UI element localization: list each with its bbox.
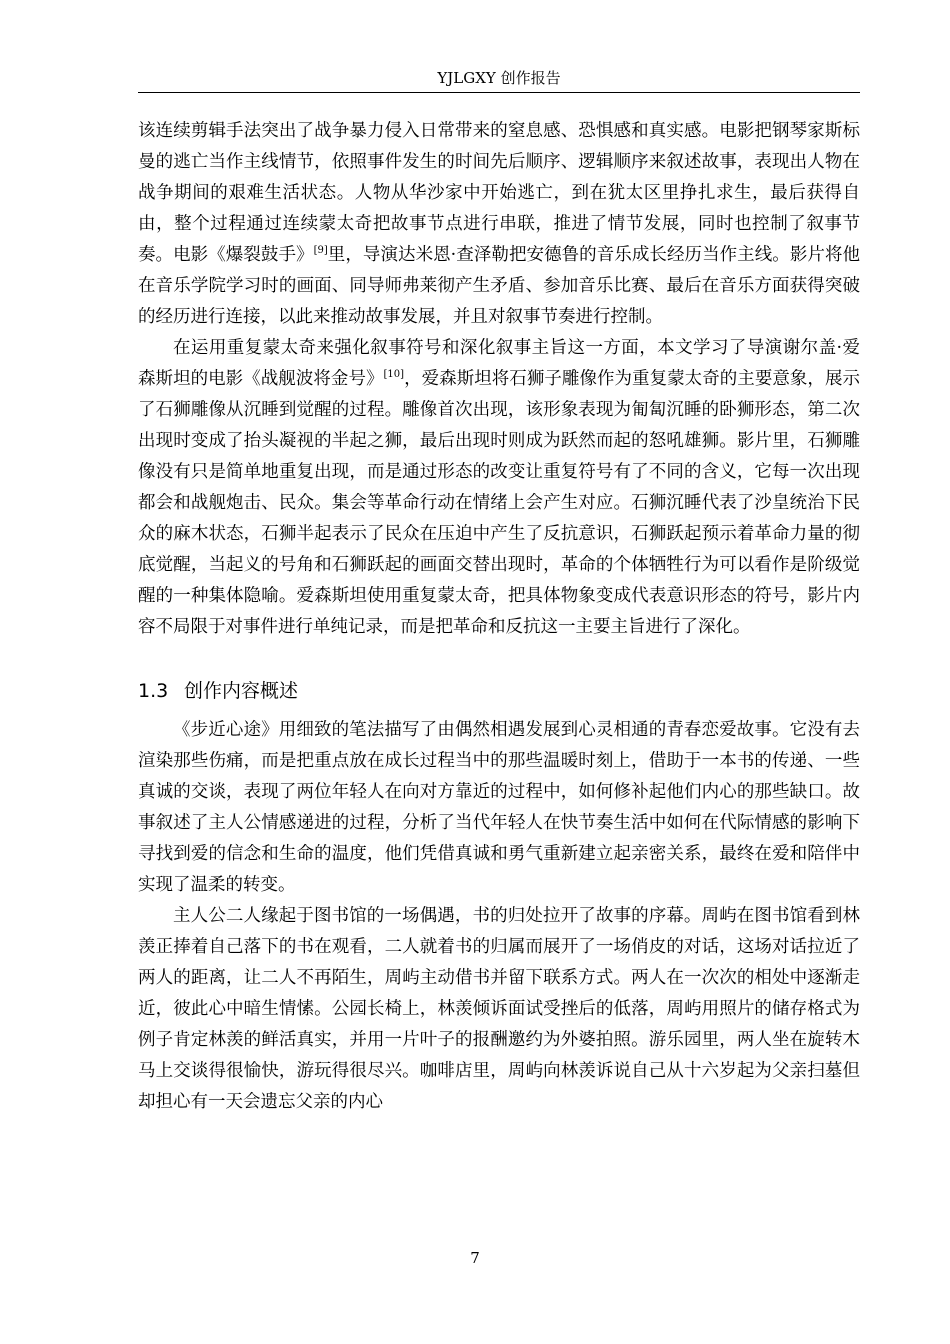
section-number: 1.3 <box>138 680 169 702</box>
page-number: 7 <box>470 1249 480 1267</box>
paragraph-content-overview: 《步近心途》用细致的笔法描写了由偶然相遇发展到心灵相通的青春恋爱故事。它没有去渲染那些伤痛，而是把重点放在成长过程当中的那些温暖时刻上，借助于一本书的传递、一些真诚的交谈，表现了两位年轻人在向对方靠近的过程中，如何修补起他们内心的那些缺口。故事叙述了主人公情感递进的过程，分析了当代年轻人在快节奏生活中如何在代际情感的影响下寻找到爱的信念和生命的温度，他们凭借真诚和勇气重新建立起亲密关系，最终在爱和陪伴中实现了温柔的转变。 <box>138 720 860 895</box>
section-title: 创作内容概述 <box>184 680 299 702</box>
citation-ref: [10] <box>383 369 405 381</box>
paragraph-story-summary: 主人公二人缘起于图书馆的一场偶遇，书的归处拉开了故事的序幕。周屿在图书馆看到林羡正捧着自己落下的书在观看，二人就着书的归属而展开了一场俏皮的对话，这场对话拉近了两人的距离，让二人不再陌生，周屿主动借书并留下联系方式。两人在一次次的相处中逐渐走近，彼此心中暗生情愫。公园长椅上，林羡倾诉面试受挫后的低落，周屿用照片的储存格式为例子肯定林羡的鲜活真实，并用一片叶子的报酬邀约为外婆拍照。游乐园里，两人坐在旋转木马上交谈得很愉快，游玩得很尽兴。咖啡店里，周屿向林羡诉说自己从十六岁起为父亲扫墓但却担心有一天会遗忘父亲的内心 <box>138 906 860 1112</box>
header-rule <box>138 92 860 93</box>
page-header: YJLGXY 创作报告 <box>437 69 561 87</box>
section-heading <box>138 677 860 705</box>
paragraph-continuation: 该连续剪辑手法突出了战争暴力侵入日常带来的窒息感、恐惧感和真实感。电影把钢琴家斯标曼的逃亡当作主线情节，依照事件发生的时间先后顺序、逻辑顺序来叙述故事，表现出人物在战争期间的艰难生活状态。人物从华沙家中开始逃亡，到在犹太区里挣扎求生，最后获得自由，整个过程通过连续蒙太奇把故事节点进行串联，推进了情节发展，同时也控制了叙事节奏。电影《爆裂鼓手》[9]里，导演达米恩·查泽勒把安德鲁的音乐成长经历当作主线。影片将他在音乐学院学习时的画面、同导师弗莱彻产生矛盾、参加音乐比赛、最后在音乐方面获得突破的经历进行连接，以此来推动故事发展，并且对叙事节奏进行控制。 <box>138 121 861 327</box>
page-content <box>138 116 860 1118</box>
paragraph-repetition-montage: 在运用重复蒙太奇来强化叙事符号和深化叙事主旨这一方面，本文学习了导演谢尔盖·爱森斯坦的电影《战舰波将金号》[10]，爱森斯坦将石狮子雕像作为重复蒙太奇的主要意象，展示了石狮雕像从沉睡到觉醒的过程。雕像首次出现，该形象表现为匍匐沉睡的卧狮形态，第二次出现时变成了抬头凝视的半起之狮，最后出现时则成为跃然而起的怒吼雄狮。影片里，石狮雕像没有只是简单地重复出现，而是通过形态的改变让重复符号有了不同的含义，它每一次出现都会和战舰炮击、民众。集会等革命行动在情绪上会产生对应。石狮沉睡代表了沙皇统治下民众的麻木状态，石狮半起表示了民众在压迫中产生了反抗意识，石狮跃起预示着革命力量的彻底觉醒，当起义的号角和石狮跃起的画面交替出现时，革命的个体牺牲行为可以看作是阶级觉醒的一种集体隐喻。爱森斯坦使用重复蒙太奇，把具体物象变成代表意识形态的符号，影片内容不局限于对事件进行单纯记录，而是把革命和反抗这一主要主旨进行了深化。 <box>138 338 860 637</box>
citation-ref: [9] <box>313 245 328 257</box>
